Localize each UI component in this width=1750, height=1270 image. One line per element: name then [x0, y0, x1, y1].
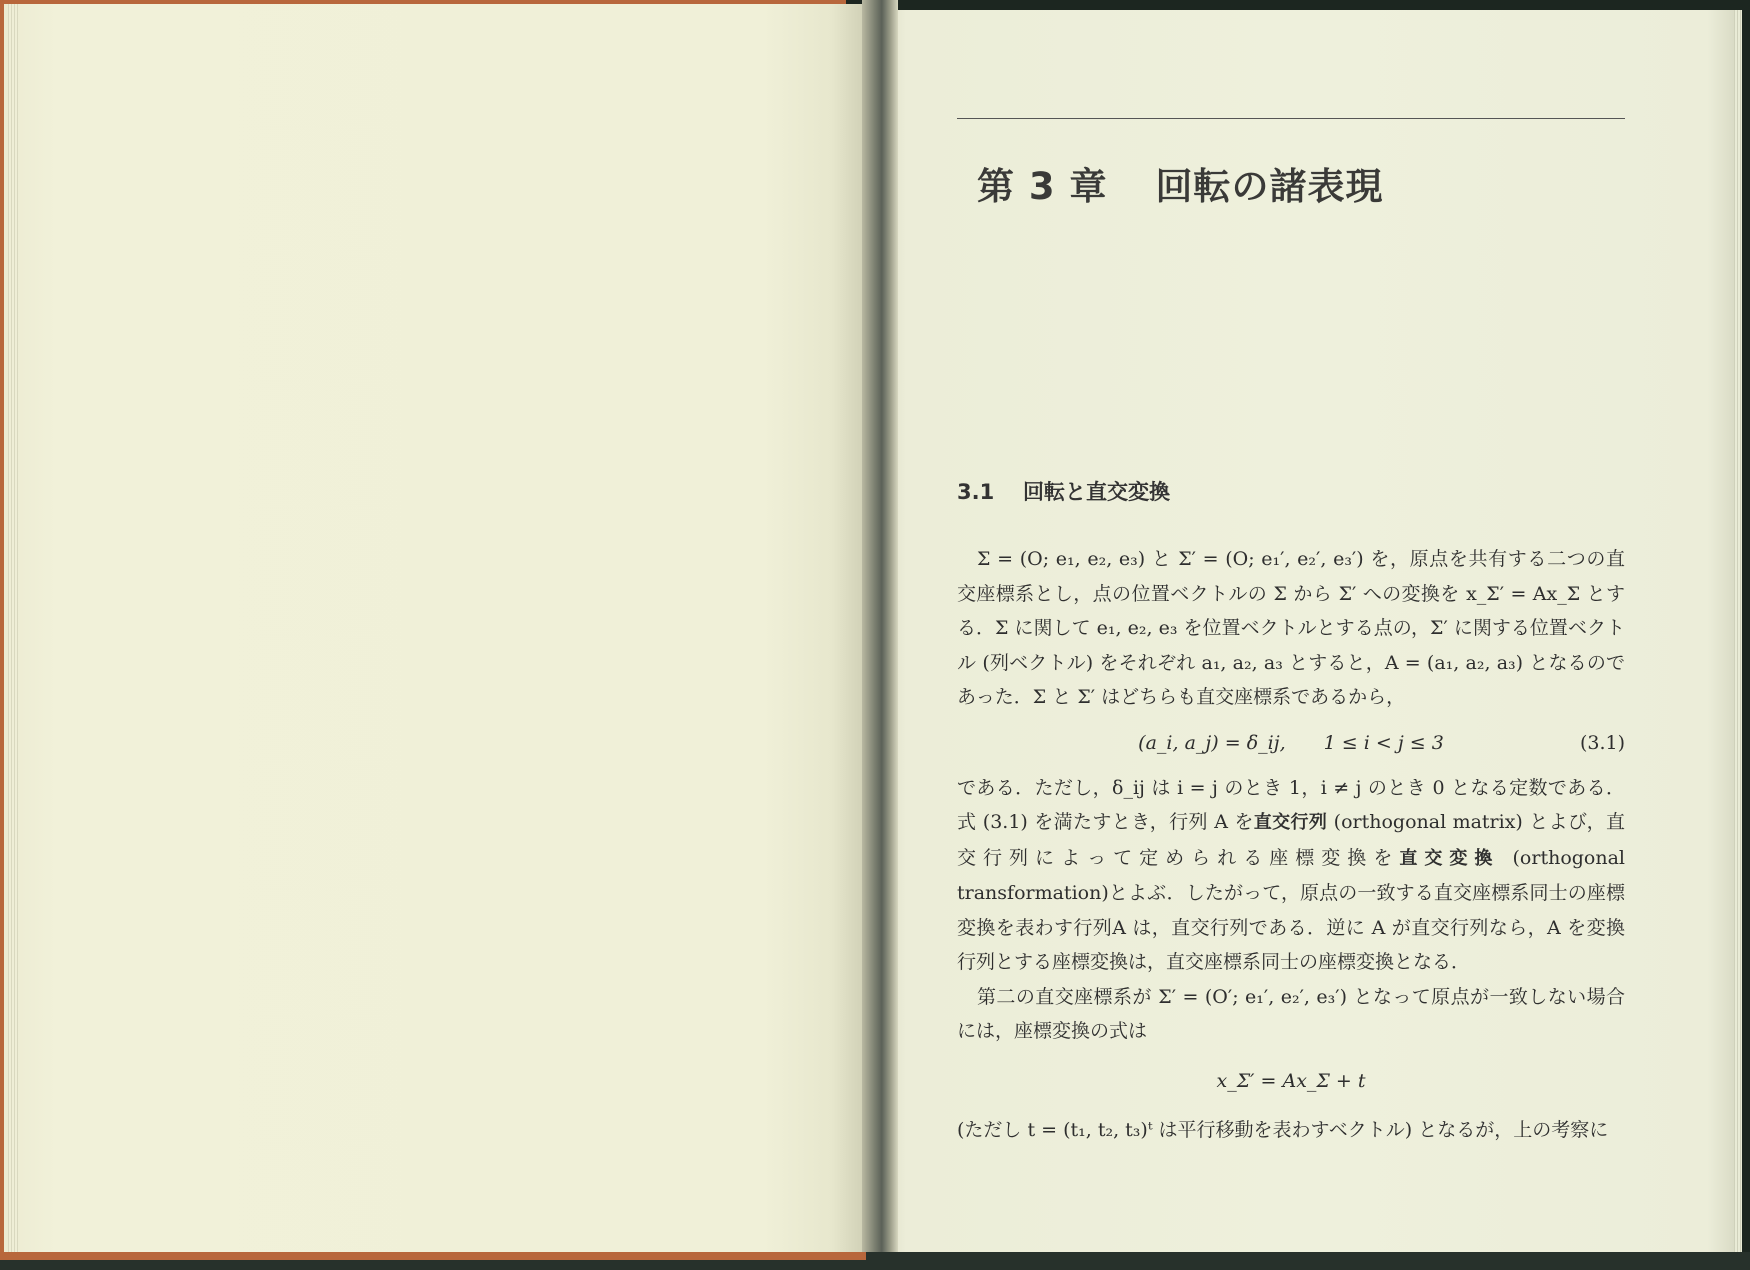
book-gutter	[862, 0, 898, 1270]
p2-line6: 換は，直交座標系同士の座標変換となる．	[1109, 951, 1471, 973]
chapter-heading	[977, 156, 1384, 210]
paragraph-1	[957, 542, 1625, 715]
cover-bottom-strip	[0, 1252, 866, 1260]
p2-line4: とよぶ．したがって，原点の一致する直交座標系同士の座標変換を表わす行列	[957, 882, 1625, 939]
equation-3-1-body	[957, 715, 1625, 771]
p4-line1: (ただし t = (t₁, t₂, t₃)ᵗ は平行移動を表わすベクトル) となるが，上の考察に	[957, 1118, 1609, 1141]
chapter-title: 回転の諸表現	[1155, 165, 1384, 208]
paragraph-3	[957, 980, 1625, 1049]
term-orthogonal-transformation: 直交変換	[1399, 847, 1500, 869]
equation-number: (3.1)	[1579, 731, 1625, 754]
p2-line5: A は，直交行列である．逆に A が直交行列なら，A を変換行列とする座標変	[957, 916, 1625, 973]
p1-line3: る．Σ に関して e₁, e₂, e₃ を位置ベクトルとする点の，Σ′ に関する位置ベク	[957, 617, 1606, 639]
equation-translation-body: x_Σ′ = Ax_Σ + t	[1216, 1069, 1366, 1092]
paragraph-4	[957, 1113, 1625, 1148]
section-number: 3.1	[957, 480, 995, 504]
p2-line3a: 交行列によって定められる座標変換を	[957, 846, 1400, 869]
eq1-left: (a_i, a_j) = δ_ij,	[1138, 731, 1286, 754]
p3-line2: には，座標変換の式は	[957, 1020, 1148, 1042]
paragraph-2	[957, 771, 1625, 980]
body-text	[957, 542, 1625, 1147]
p2-line2b: (orthogonal matrix) とよび，直	[1327, 811, 1625, 833]
page-content	[957, 118, 1626, 1141]
p2-line1: である．ただし，δ_ij は i = j のとき 1，i ≠ j のとき 0 となる定数である．	[957, 776, 1625, 799]
term-orthogonal-matrix: 直交行列	[1253, 812, 1328, 833]
section-title: 回転と直交変換	[1023, 480, 1170, 504]
p2-line2a: 式 (3.1) を満たすとき，行列 A を	[957, 811, 1254, 833]
eq1-right: 1 ≤ i < j ≤ 3	[1323, 731, 1444, 754]
p1-line2: 交座標系とし，点の位置ベクトルの Σ から Σ′ への変換を x_Σ′ = Ax_Σ とす	[957, 582, 1625, 605]
section-heading	[957, 476, 1170, 506]
equation-3-1	[957, 715, 1625, 771]
chapter-rule	[957, 118, 1625, 119]
chapter-number: 第 3 章	[977, 165, 1108, 208]
p1-line1: Σ = (O; e₁, e₂, e₃) と Σ′ = (O; e₁′, e₂′, e₃′) を，原点を共有する二つの直	[977, 548, 1625, 570]
p1-line4: トル (列ベクトル) をそれぞれ a₁, a₂, a₃ とすると，A = (a₁, a₂, a₃) となる	[957, 617, 1625, 674]
bottom-edge	[0, 1252, 1750, 1270]
left-page-blank	[4, 4, 866, 1256]
p2-line3b: (orthogonal transformation)	[957, 846, 1626, 904]
equation-translation	[957, 1049, 1625, 1113]
p1-line5: のであった．Σ と Σ′ はどちらも直交座標系であるから，	[957, 651, 1625, 708]
p3-line1: 第二の直交座標系が Σ′ = (O′; e₁′, e₂′, e₃′) となって原点が一致しない場合	[977, 985, 1625, 1008]
